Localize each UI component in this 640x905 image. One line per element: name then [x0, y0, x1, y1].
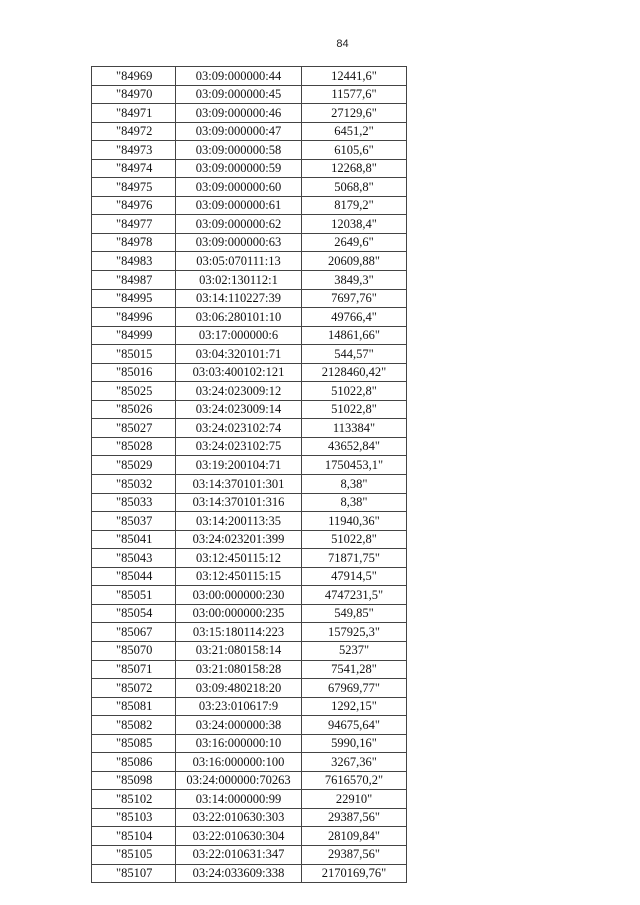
area-value-cell: 2170169,76": [302, 864, 407, 883]
row-number-cell: "84996: [92, 308, 176, 327]
cadastral-number-cell: 03:09:000000:61: [176, 196, 302, 215]
cadastral-number-cell: 03:16:000000:10: [176, 734, 302, 753]
cadastral-number-cell: 03:12:450115:15: [176, 567, 302, 586]
cadastral-number-cell: 03:24:000000:38: [176, 716, 302, 735]
cadastral-number-cell: 03:24:023102:74: [176, 419, 302, 438]
row-number-cell: "85015: [92, 345, 176, 364]
table-row: [92, 437, 407, 456]
cadastral-number-cell: 03:14:110227:39: [176, 289, 302, 308]
table-row: [92, 289, 407, 308]
row-number-cell: "85070: [92, 641, 176, 660]
row-number-cell: "84995: [92, 289, 176, 308]
cadastral-number-cell: 03:02:130112:1: [176, 271, 302, 290]
table-row: [92, 808, 407, 827]
row-number-cell: "85033: [92, 493, 176, 512]
table-row: [92, 716, 407, 735]
row-number-cell: "85082: [92, 716, 176, 735]
registry-table-body: [92, 67, 407, 883]
table-row: [92, 122, 407, 141]
area-value-cell: 549,85": [302, 604, 407, 623]
row-number-cell: "84972: [92, 122, 176, 141]
area-value-cell: 7616570,2": [302, 771, 407, 790]
cadastral-number-cell: 03:09:000000:44: [176, 67, 302, 86]
cadastral-number-cell: 03:09:480218:20: [176, 679, 302, 698]
row-number-cell: "84977: [92, 215, 176, 234]
row-number-cell: "84975: [92, 178, 176, 197]
area-value-cell: 3267,36": [302, 753, 407, 772]
row-number-cell: "84970: [92, 85, 176, 104]
table-row: [92, 512, 407, 531]
table-row: [92, 697, 407, 716]
row-number-cell: "85085: [92, 734, 176, 753]
row-number-cell: "84974: [92, 159, 176, 178]
row-number-cell: "85026: [92, 400, 176, 419]
area-value-cell: 11940,36": [302, 512, 407, 531]
cadastral-number-cell: 03:00:000000:230: [176, 586, 302, 605]
area-value-cell: 14861,66": [302, 326, 407, 345]
area-value-cell: 71871,75": [302, 549, 407, 568]
area-value-cell: 113384": [302, 419, 407, 438]
area-value-cell: 47914,5": [302, 567, 407, 586]
table-row: [92, 104, 407, 123]
cadastral-number-cell: 03:04:320101:71: [176, 345, 302, 364]
area-value-cell: 20609,88": [302, 252, 407, 271]
table-row: [92, 271, 407, 290]
row-number-cell: "85071: [92, 660, 176, 679]
row-number-cell: "85037: [92, 512, 176, 531]
table-row: [92, 67, 407, 86]
table-row: [92, 493, 407, 512]
row-number-cell: "85051: [92, 586, 176, 605]
table-row: [92, 827, 407, 846]
cadastral-number-cell: 03:09:000000:62: [176, 215, 302, 234]
cadastral-number-cell: 03:24:033609:338: [176, 864, 302, 883]
cadastral-number-cell: 03:17:000000:6: [176, 326, 302, 345]
area-value-cell: 2128460,42": [302, 363, 407, 382]
area-value-cell: 8,38": [302, 475, 407, 494]
area-value-cell: 28109,84": [302, 827, 407, 846]
table-row: [92, 641, 407, 660]
row-number-cell: "85105: [92, 845, 176, 864]
cadastral-number-cell: 03:12:450115:12: [176, 549, 302, 568]
cadastral-number-cell: 03:16:000000:100: [176, 753, 302, 772]
table-row: [92, 771, 407, 790]
row-number-cell: "84999: [92, 326, 176, 345]
row-number-cell: "84971: [92, 104, 176, 123]
registry-table: [91, 66, 407, 883]
table-row: [92, 586, 407, 605]
area-value-cell: 22910": [302, 790, 407, 809]
row-number-cell: "85081: [92, 697, 176, 716]
cadastral-number-cell: 03:19:200104:71: [176, 456, 302, 475]
area-value-cell: 11577,6": [302, 85, 407, 104]
cadastral-number-cell: 03:21:080158:28: [176, 660, 302, 679]
row-number-cell: "85043: [92, 549, 176, 568]
cadastral-number-cell: 03:14:370101:301: [176, 475, 302, 494]
table-row: [92, 345, 407, 364]
area-value-cell: 67969,77": [302, 679, 407, 698]
table-row: [92, 141, 407, 160]
area-value-cell: 51022,8": [302, 400, 407, 419]
area-value-cell: 29387,56": [302, 808, 407, 827]
area-value-cell: 7697,76": [302, 289, 407, 308]
row-number-cell: "85029: [92, 456, 176, 475]
area-value-cell: 3849,3": [302, 271, 407, 290]
area-value-cell: 5237": [302, 641, 407, 660]
row-number-cell: "85027: [92, 419, 176, 438]
cadastral-number-cell: 03:06:280101:10: [176, 308, 302, 327]
cadastral-number-cell: 03:24:023009:12: [176, 382, 302, 401]
cadastral-number-cell: 03:09:000000:46: [176, 104, 302, 123]
row-number-cell: "85044: [92, 567, 176, 586]
area-value-cell: 544,57": [302, 345, 407, 364]
row-number-cell: "84973: [92, 141, 176, 160]
table-row: [92, 660, 407, 679]
table-row: [92, 400, 407, 419]
area-value-cell: 1292,15": [302, 697, 407, 716]
cadastral-number-cell: 03:00:000000:235: [176, 604, 302, 623]
table-row: [92, 790, 407, 809]
area-value-cell: 4747231,5": [302, 586, 407, 605]
row-number-cell: "84969: [92, 67, 176, 86]
cadastral-number-cell: 03:15:180114:223: [176, 623, 302, 642]
table-row: [92, 567, 407, 586]
table-row: [92, 530, 407, 549]
cadastral-number-cell: 03:14:000000:99: [176, 790, 302, 809]
table-row: [92, 753, 407, 772]
row-number-cell: "85102: [92, 790, 176, 809]
table-row: [92, 456, 407, 475]
cadastral-number-cell: 03:24:023201:399: [176, 530, 302, 549]
table-row: [92, 233, 407, 252]
table-row: [92, 734, 407, 753]
row-number-cell: "84978: [92, 233, 176, 252]
row-number-cell: "85103: [92, 808, 176, 827]
area-value-cell: 5990,16": [302, 734, 407, 753]
row-number-cell: "85107: [92, 864, 176, 883]
row-number-cell: "84983: [92, 252, 176, 271]
cadastral-number-cell: 03:03:400102:121: [176, 363, 302, 382]
area-value-cell: 1750453,1": [302, 456, 407, 475]
row-number-cell: "85086: [92, 753, 176, 772]
cadastral-number-cell: 03:09:000000:47: [176, 122, 302, 141]
area-value-cell: 29387,56": [302, 845, 407, 864]
row-number-cell: "85098: [92, 771, 176, 790]
cadastral-number-cell: 03:05:070111:13: [176, 252, 302, 271]
table-row: [92, 326, 407, 345]
cadastral-number-cell: 03:09:000000:45: [176, 85, 302, 104]
cadastral-number-cell: 03:09:000000:58: [176, 141, 302, 160]
area-value-cell: 5068,8": [302, 178, 407, 197]
row-number-cell: "85072: [92, 679, 176, 698]
area-value-cell: 12441,6": [302, 67, 407, 86]
row-number-cell: "85025: [92, 382, 176, 401]
table-row: [92, 252, 407, 271]
area-value-cell: 51022,8": [302, 530, 407, 549]
area-value-cell: 8,38": [302, 493, 407, 512]
area-value-cell: 157925,3": [302, 623, 407, 642]
cadastral-number-cell: 03:24:023102:75: [176, 437, 302, 456]
cadastral-number-cell: 03:24:023009:14: [176, 400, 302, 419]
area-value-cell: 49766,4": [302, 308, 407, 327]
row-number-cell: "85104: [92, 827, 176, 846]
area-value-cell: 94675,64": [302, 716, 407, 735]
area-value-cell: 7541,28": [302, 660, 407, 679]
table-row: [92, 679, 407, 698]
cadastral-number-cell: 03:14:200113:35: [176, 512, 302, 531]
table-row: [92, 604, 407, 623]
area-value-cell: 51022,8": [302, 382, 407, 401]
row-number-cell: "84976: [92, 196, 176, 215]
area-value-cell: 12268,8": [302, 159, 407, 178]
table-row: [92, 845, 407, 864]
cadastral-number-cell: 03:22:010630:304: [176, 827, 302, 846]
table-row: [92, 215, 407, 234]
table-row: [92, 363, 407, 382]
row-number-cell: "85041: [92, 530, 176, 549]
cadastral-number-cell: 03:21:080158:14: [176, 641, 302, 660]
table-row: [92, 196, 407, 215]
row-number-cell: "85016: [92, 363, 176, 382]
area-value-cell: 2649,6": [302, 233, 407, 252]
table-row: [92, 864, 407, 883]
cadastral-number-cell: 03:14:370101:316: [176, 493, 302, 512]
row-number-cell: "85067: [92, 623, 176, 642]
cadastral-number-cell: 03:22:010631:347: [176, 845, 302, 864]
table-row: [92, 159, 407, 178]
cadastral-number-cell: 03:09:000000:59: [176, 159, 302, 178]
table-row: [92, 475, 407, 494]
area-value-cell: 6451,2": [302, 122, 407, 141]
table-row: [92, 308, 407, 327]
table-row: [92, 623, 407, 642]
area-value-cell: 6105,6": [302, 141, 407, 160]
table-row: [92, 85, 407, 104]
cadastral-number-cell: 03:22:010630:303: [176, 808, 302, 827]
row-number-cell: "84987: [92, 271, 176, 290]
table-row: [92, 382, 407, 401]
table-row: [92, 419, 407, 438]
area-value-cell: 8179,2": [302, 196, 407, 215]
row-number-cell: "85032: [92, 475, 176, 494]
row-number-cell: "85028: [92, 437, 176, 456]
area-value-cell: 27129,6": [302, 104, 407, 123]
cadastral-number-cell: 03:24:000000:70263: [176, 771, 302, 790]
row-number-cell: "85054: [92, 604, 176, 623]
area-value-cell: 43652,84": [302, 437, 407, 456]
table-row: [92, 178, 407, 197]
cadastral-number-cell: 03:23:010617:9: [176, 697, 302, 716]
area-value-cell: 12038,4": [302, 215, 407, 234]
cadastral-number-cell: 03:09:000000:60: [176, 178, 302, 197]
page-number: 84: [336, 38, 349, 50]
cadastral-number-cell: 03:09:000000:63: [176, 233, 302, 252]
table-row: [92, 549, 407, 568]
